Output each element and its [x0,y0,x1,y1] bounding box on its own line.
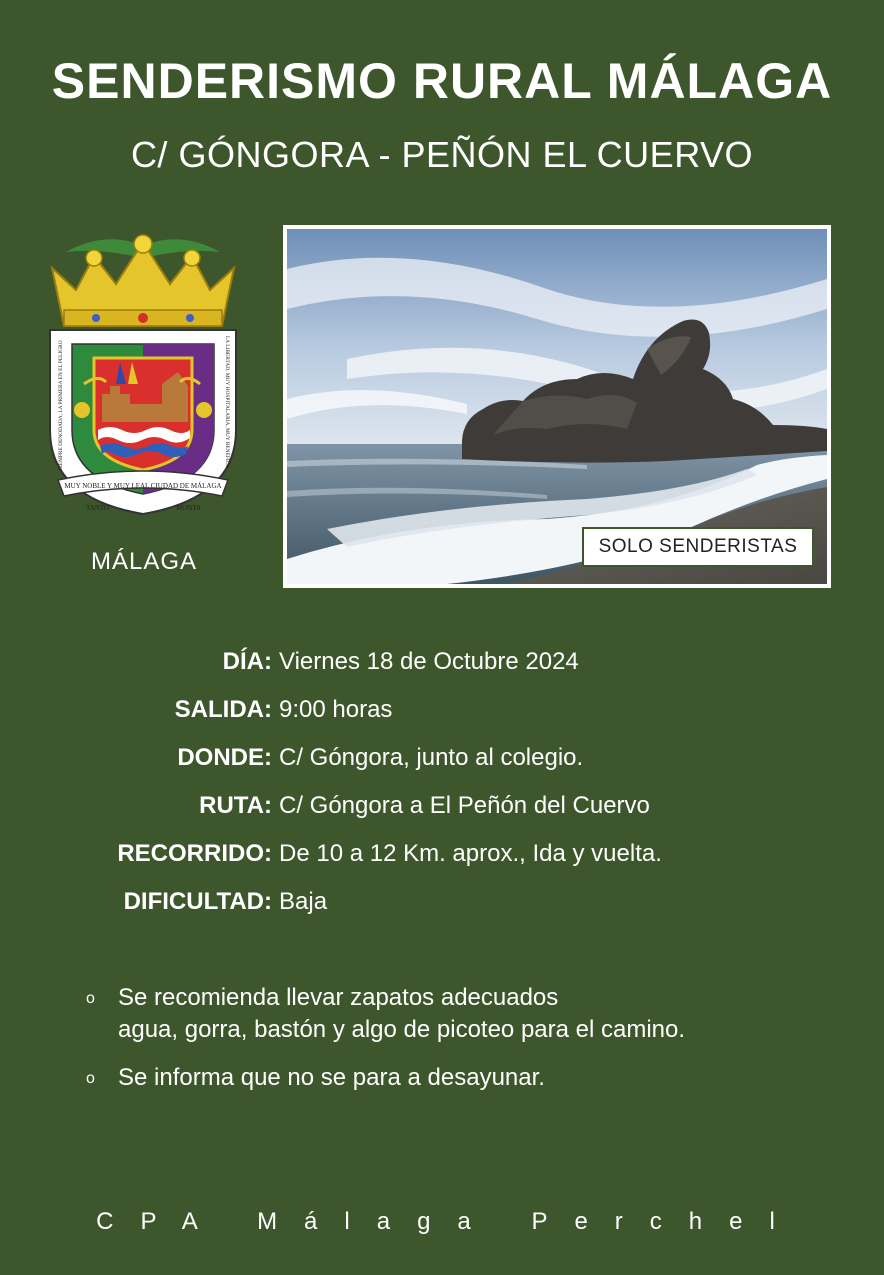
note-item [86,1062,846,1094]
detail-value: De 10 a 12 Km. aprox., Ida y vuelta. [279,840,662,867]
event-details [0,644,884,932]
note-line: agua, gorra, bastón y algo de picoteo para el camino. [118,1016,686,1043]
detail-row-donde [0,740,884,788]
note-line: Se recomienda llevar zapatos adecuados [118,984,559,1011]
malaga-coat-of-arms-icon [46,234,240,518]
detail-label: RECORRIDO: [117,840,272,867]
detail-row-ruta [0,788,884,836]
crest-motto-left: SIEMPRE DENODADA, LA PRIMERA EN EL PELIGRO [58,340,64,470]
crest-motto-bottom: MUY NOBLE Y MUY LEAL CIUDAD DE MÁLAGA [64,482,222,490]
notes-list [86,982,846,1110]
detail-label: DONDE: [177,744,272,771]
detail-row-dia [0,644,884,692]
crest-motto-monta: MONTA [176,504,202,512]
solo-senderistas-badge: SOLO SENDERISTAS [582,527,814,567]
bullet-icon: o [86,1070,95,1087]
detail-label: DIFICULTAD: [123,888,272,915]
crest-motto-tanto: TANTO [86,504,110,512]
detail-value: Viernes 18 de Octubre 2024 [279,648,579,675]
page-subtitle: C/ GÓNGORA - PEÑÓN EL CUERVO [130,134,754,175]
detail-label: SALIDA: [174,696,272,723]
detail-value: 9:00 horas [279,696,393,723]
detail-value: C/ Góngora, junto al colegio. [279,744,584,771]
detail-row-salida [0,692,884,740]
detail-label: DÍA: [222,648,272,675]
footer-organizer: CPA Málaga Perchel [96,1208,802,1235]
detail-label: RUTA: [199,792,272,819]
city-label: MÁLAGA [90,548,198,575]
detail-row-recorrido [0,836,884,884]
page-title: SENDERISMO RURAL MÁLAGA [51,53,833,109]
detail-row-dificultad [0,884,884,932]
detail-value: Baja [279,888,328,915]
detail-value: C/ Góngora a El Peñón del Cuervo [279,792,650,819]
crest-motto-right: LA LIBERTAD, MUY HOSPITALARIA, MUY BENÉFICA [224,336,230,469]
note-line: Se informa que no se para a desayunar. [118,1064,545,1091]
note-item [86,982,846,1046]
bullet-icon: o [86,990,95,1007]
